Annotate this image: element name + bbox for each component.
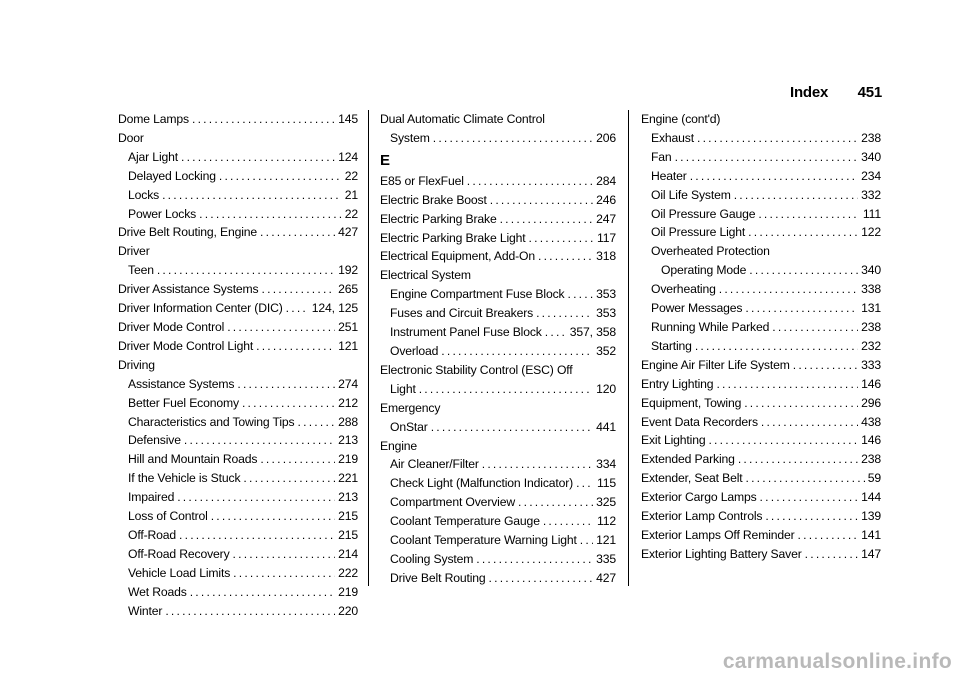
entry-page: 215 xyxy=(338,509,358,524)
entry-term: Off-Road Recovery xyxy=(128,546,230,561)
index-entry xyxy=(641,394,881,413)
index-entry xyxy=(641,488,881,507)
index-entry xyxy=(641,413,881,432)
index-heading: Driver xyxy=(118,244,150,259)
leader-dots xyxy=(490,191,593,210)
leader-dots xyxy=(243,469,335,488)
entry-page: 325 xyxy=(596,495,616,510)
entry-page: 131 xyxy=(861,301,881,316)
leader-dots xyxy=(719,280,858,299)
index-subentry xyxy=(380,418,616,437)
entry-term: Starting xyxy=(651,338,692,353)
entry-term: Dome Lamps xyxy=(118,112,189,126)
entry-term: Delayed Locking xyxy=(128,168,216,183)
entry-page: 192 xyxy=(338,263,358,278)
index-subentry xyxy=(641,148,881,167)
index-subentry xyxy=(118,431,358,450)
entry-page: 111 xyxy=(862,206,881,221)
leader-dots xyxy=(716,375,858,394)
entry-term: E85 or FlexFuel xyxy=(380,173,464,188)
entry-term: Exterior Lighting Battery Saver xyxy=(641,546,802,561)
entry-term: Teen xyxy=(128,263,154,278)
entry-page: 115 xyxy=(597,476,616,491)
leader-dots xyxy=(734,186,858,205)
leader-dots xyxy=(433,129,593,148)
entry-page: 288 xyxy=(338,414,358,429)
index-subentry xyxy=(118,261,358,280)
entry-page: 22 xyxy=(344,168,358,183)
index-entry xyxy=(118,318,358,337)
index-entry xyxy=(641,469,881,488)
entry-term: Power Messages xyxy=(651,301,743,316)
entry-term: Coolant Temperature Warning Light xyxy=(390,533,577,548)
entry-term: Exit Lighting xyxy=(641,433,706,448)
entry-term: Overload xyxy=(390,343,439,358)
leader-dots xyxy=(192,110,335,129)
leader-dots xyxy=(675,148,859,167)
entry-page: 353 xyxy=(596,306,616,321)
entry-page: 214 xyxy=(338,546,358,561)
leader-dots xyxy=(467,172,593,191)
leader-dots xyxy=(580,531,593,550)
leader-dots xyxy=(695,337,858,356)
entry-term: Electric Parking Brake Light xyxy=(380,230,526,245)
index-subentry xyxy=(118,450,358,469)
leader-dots xyxy=(431,418,593,437)
entry-page: 121 xyxy=(338,338,358,353)
leader-dots xyxy=(199,205,342,224)
entry-term: Oil Pressure Light xyxy=(651,225,746,240)
index-entry xyxy=(118,280,358,299)
entry-page: 246 xyxy=(596,192,616,207)
leader-dots xyxy=(749,261,858,280)
leader-dots xyxy=(237,375,335,394)
entry-page: 284 xyxy=(596,173,616,188)
entry-page: 296 xyxy=(861,395,881,410)
index-subentry xyxy=(641,129,881,148)
index-subentry xyxy=(380,285,616,304)
index-entry xyxy=(641,450,881,469)
index-entry xyxy=(380,191,616,210)
entry-term: Power Locks xyxy=(128,206,197,221)
index-subentry xyxy=(118,469,358,488)
entry-term: Overheating xyxy=(651,282,716,297)
leader-dots xyxy=(179,526,335,545)
leader-dots xyxy=(748,223,858,242)
index-subentry xyxy=(118,413,358,432)
leader-dots xyxy=(190,583,335,602)
entry-term: Wet Roads xyxy=(128,584,187,599)
index-subentry xyxy=(118,507,358,526)
leader-dots xyxy=(256,337,335,356)
leader-dots xyxy=(744,394,858,413)
entry-page: 220 xyxy=(338,603,358,618)
entry-page: 22 xyxy=(344,206,358,221)
leader-dots xyxy=(545,323,567,342)
entry-term: Driver Information Center (DIC) xyxy=(118,301,283,316)
entry-page: 144 xyxy=(861,490,881,505)
index-column-1 xyxy=(118,110,358,620)
entry-page: 213 xyxy=(338,433,358,448)
index-entry xyxy=(118,337,358,356)
entry-term: Locks xyxy=(128,187,160,202)
index-subentry xyxy=(641,167,881,186)
leader-dots xyxy=(181,148,335,167)
index-column-2 xyxy=(380,110,616,588)
entry-term: Driver Assistance Systems xyxy=(118,282,259,297)
index-subentry xyxy=(641,299,881,318)
entry-term: Electric Brake Boost xyxy=(380,192,487,207)
index-heading: Driving xyxy=(118,357,155,372)
leader-dots xyxy=(211,507,335,526)
index-subentry xyxy=(380,531,616,550)
entry-page: 338 xyxy=(861,282,881,297)
entry-term: Ajar Light xyxy=(128,149,178,164)
leader-dots xyxy=(772,318,858,337)
index-heading: Engine (cont'd) xyxy=(641,112,721,126)
leader-dots xyxy=(745,299,858,318)
entry-page: 120 xyxy=(596,381,616,396)
index-entry xyxy=(641,431,881,450)
entry-page: 332 xyxy=(861,187,881,202)
index-subentry xyxy=(380,323,616,342)
index-subentry xyxy=(641,205,881,224)
leader-dots xyxy=(538,247,593,266)
index-subentry xyxy=(118,375,358,394)
entry-term: Oil Pressure Gauge xyxy=(651,206,756,221)
index-subentry xyxy=(118,148,358,167)
entry-page: 238 xyxy=(861,130,881,145)
entry-page: 251 xyxy=(338,319,358,334)
leader-dots xyxy=(761,413,858,432)
index-subentry xyxy=(118,602,358,621)
index-subentry xyxy=(380,512,616,531)
index-subentry xyxy=(118,394,358,413)
section-title: Index xyxy=(790,84,829,101)
entry-term: Exhaust xyxy=(651,130,694,145)
index-heading: Door xyxy=(118,130,144,145)
leader-dots xyxy=(518,493,593,512)
entry-term: Fuses and Circuit Breakers xyxy=(390,306,534,321)
index-subentry xyxy=(118,564,358,583)
index-subentry xyxy=(641,280,881,299)
leader-dots xyxy=(286,299,309,318)
entry-page: 438 xyxy=(861,414,881,429)
leader-dots xyxy=(227,318,335,337)
entry-term: Exterior Lamp Controls xyxy=(641,509,763,524)
entry-term: Defensive xyxy=(128,433,181,448)
entry-page: 427 xyxy=(338,225,358,240)
entry-term: Engine Air Filter Life System xyxy=(641,357,790,372)
entry-term: Entry Lighting xyxy=(641,376,714,391)
entry-term: Operating Mode xyxy=(661,263,747,278)
index-entry xyxy=(118,110,358,129)
entry-term: Drive Belt Routing xyxy=(390,570,486,585)
entry-page: 353 xyxy=(596,287,616,302)
index-heading: Electronic Stability Control (ESC) Off xyxy=(380,362,573,377)
entry-page: 222 xyxy=(338,565,358,580)
watermark: carmanualsonline.info xyxy=(722,650,952,673)
leader-dots xyxy=(543,512,594,531)
entry-page: 215 xyxy=(338,527,358,542)
entry-term: Impaired xyxy=(128,490,175,505)
index-heading: Dual Automatic Climate Control xyxy=(380,112,545,126)
index-subentry xyxy=(380,129,616,148)
entry-term: Electrical Equipment, Add-On xyxy=(380,249,535,264)
leader-dots xyxy=(242,394,335,413)
index-subentry xyxy=(641,223,881,242)
index-entry xyxy=(641,375,881,394)
entry-page: 427 xyxy=(596,570,616,585)
leader-dots xyxy=(260,450,335,469)
entry-term: Drive Belt Routing, Engine xyxy=(118,225,258,240)
index-entry xyxy=(641,526,881,545)
entry-term: Compartment Overview xyxy=(390,495,516,510)
entry-page: 219 xyxy=(338,584,358,599)
entry-page: 334 xyxy=(596,457,616,472)
entry-term: Fan xyxy=(651,149,672,164)
leader-dots xyxy=(798,526,859,545)
entry-term: Event Data Recorders xyxy=(641,414,758,429)
index-heading: Engine xyxy=(380,438,418,453)
entry-page: 234 xyxy=(861,168,881,183)
page-number: 451 xyxy=(857,84,882,101)
index-subentry xyxy=(380,380,616,399)
entry-term: OnStar xyxy=(390,419,428,434)
index-subentry xyxy=(380,342,616,361)
entry-page: 59 xyxy=(867,471,881,486)
leader-dots xyxy=(165,602,335,621)
entry-term: Heater xyxy=(651,168,687,183)
leader-dots xyxy=(536,304,593,323)
index-subentry xyxy=(641,318,881,337)
leader-dots xyxy=(758,205,860,224)
leader-dots xyxy=(184,431,335,450)
entry-term: Oil Life System xyxy=(651,187,731,202)
entry-page: 247 xyxy=(596,211,616,226)
entry-term: System xyxy=(390,130,430,145)
entry-term: Winter xyxy=(128,603,163,618)
index-entry xyxy=(641,356,881,375)
leader-dots xyxy=(157,261,335,280)
index-entry xyxy=(118,299,358,318)
leader-dots xyxy=(805,545,858,564)
entry-page: 352 xyxy=(596,343,616,358)
entry-page: 124, 125 xyxy=(311,301,358,316)
index-subentry xyxy=(641,261,881,280)
entry-term: Exterior Lamps Off Reminder xyxy=(641,527,795,542)
entry-page: 213 xyxy=(338,490,358,505)
entry-term: Driver Mode Control xyxy=(118,319,225,334)
index-subentry xyxy=(118,488,358,507)
entry-page: 333 xyxy=(861,357,881,372)
leader-dots xyxy=(298,413,336,432)
entry-page: 206 xyxy=(596,130,616,145)
entry-page: 340 xyxy=(861,149,881,164)
leader-dots xyxy=(260,223,335,242)
leader-dots xyxy=(489,569,594,588)
index-subentry xyxy=(118,545,358,564)
index-subentry xyxy=(118,205,358,224)
entry-term: Engine Compartment Fuse Block xyxy=(390,287,565,302)
leader-dots xyxy=(162,186,342,205)
entry-page: 238 xyxy=(861,319,881,334)
entry-page: 318 xyxy=(596,249,616,264)
entry-term: Characteristics and Towing Tips xyxy=(128,414,295,429)
column-divider-right xyxy=(628,110,629,586)
index-subentry xyxy=(641,186,881,205)
leader-dots xyxy=(482,455,593,474)
entry-term: Electric Parking Brake xyxy=(380,211,497,226)
index-entry xyxy=(380,210,616,229)
index-entry xyxy=(380,247,616,266)
entry-page: 221 xyxy=(338,471,358,486)
entry-term: Loss of Control xyxy=(128,509,208,524)
index-entry xyxy=(118,223,358,242)
entry-term: Driver Mode Control Light xyxy=(118,338,254,353)
leader-dots xyxy=(690,167,858,186)
index-subentry xyxy=(380,304,616,323)
index-subentry xyxy=(380,569,616,588)
index-subheading: Overheated Protection xyxy=(651,244,770,259)
leader-dots xyxy=(567,285,593,304)
entry-term: Extended Parking xyxy=(641,452,735,467)
leader-dots xyxy=(793,356,858,375)
entry-page: 139 xyxy=(861,509,881,524)
leader-dots xyxy=(419,380,593,399)
index-subentry xyxy=(380,455,616,474)
leader-dots xyxy=(177,488,335,507)
index-entry xyxy=(641,545,881,564)
entry-page: 141 xyxy=(861,527,881,542)
index-entry xyxy=(380,172,616,191)
index-column-3 xyxy=(641,110,881,564)
entry-term: Extender, Seat Belt xyxy=(641,471,743,486)
index-subentry xyxy=(380,493,616,512)
leader-dots xyxy=(708,431,858,450)
entry-term: Check Light (Malfunction Indicator) xyxy=(390,476,574,491)
leader-dots xyxy=(262,280,336,299)
index-heading: Emergency xyxy=(380,400,441,415)
leader-dots xyxy=(765,507,858,526)
leader-dots xyxy=(233,545,336,564)
entry-page: 112 xyxy=(597,514,616,529)
entry-page: 124 xyxy=(338,149,358,164)
leader-dots xyxy=(529,229,595,248)
entry-page: 441 xyxy=(596,419,616,434)
entry-page: 274 xyxy=(338,376,358,391)
entry-page: 117 xyxy=(597,230,616,245)
entry-term: Better Fuel Economy xyxy=(128,395,239,410)
leader-dots xyxy=(219,167,342,186)
entry-page: 146 xyxy=(861,433,881,448)
column-divider-left xyxy=(368,110,369,586)
index-subentry xyxy=(380,474,616,493)
leader-dots xyxy=(476,550,593,569)
entry-term: Assistance Systems xyxy=(128,376,235,391)
index-subentry xyxy=(118,186,358,205)
entry-page: 146 xyxy=(861,376,881,391)
entry-term: Cooling System xyxy=(390,551,474,566)
index-subentry xyxy=(118,526,358,545)
entry-term: Air Cleaner/Filter xyxy=(390,457,479,472)
entry-term: Exterior Cargo Lamps xyxy=(641,490,757,505)
entry-term: Running While Parked xyxy=(651,319,770,334)
index-subentry xyxy=(641,337,881,356)
leader-dots xyxy=(746,469,865,488)
entry-page: 212 xyxy=(338,395,358,410)
leader-dots xyxy=(576,474,594,493)
leader-dots xyxy=(697,129,858,148)
entry-page: 357, 358 xyxy=(569,325,616,340)
index-entry xyxy=(380,229,616,248)
entry-term: Hill and Mountain Roads xyxy=(128,452,258,467)
leader-dots xyxy=(760,488,859,507)
entry-term: Vehicle Load Limits xyxy=(128,565,231,580)
entry-page: 121 xyxy=(596,533,616,548)
index-heading: Electrical System xyxy=(380,268,471,283)
entry-page: 340 xyxy=(861,263,881,278)
entry-page: 147 xyxy=(861,546,881,561)
entry-page: 122 xyxy=(861,225,881,240)
entry-page: 238 xyxy=(861,452,881,467)
index-subentry xyxy=(118,167,358,186)
leader-dots xyxy=(500,210,594,229)
leader-dots xyxy=(233,564,335,583)
index-subentry xyxy=(118,583,358,602)
entry-page: 335 xyxy=(596,551,616,566)
entry-term: Coolant Temperature Gauge xyxy=(390,514,540,529)
section-letter: E xyxy=(380,151,390,169)
entry-page: 145 xyxy=(338,112,358,126)
entry-page: 21 xyxy=(344,187,358,202)
entry-term: If the Vehicle is Stuck xyxy=(128,471,241,486)
entry-term: Off-Road xyxy=(128,527,177,542)
entry-page: 219 xyxy=(338,452,358,467)
leader-dots xyxy=(441,342,593,361)
page-header xyxy=(790,84,882,101)
leader-dots xyxy=(738,450,858,469)
entry-page: 232 xyxy=(861,338,881,353)
index-entry xyxy=(641,507,881,526)
entry-term: Light xyxy=(390,381,416,396)
entry-term: Equipment, Towing xyxy=(641,395,742,410)
index-subentry xyxy=(380,550,616,569)
entry-page: 265 xyxy=(338,282,358,297)
entry-term: Instrument Panel Fuse Block xyxy=(390,325,542,340)
